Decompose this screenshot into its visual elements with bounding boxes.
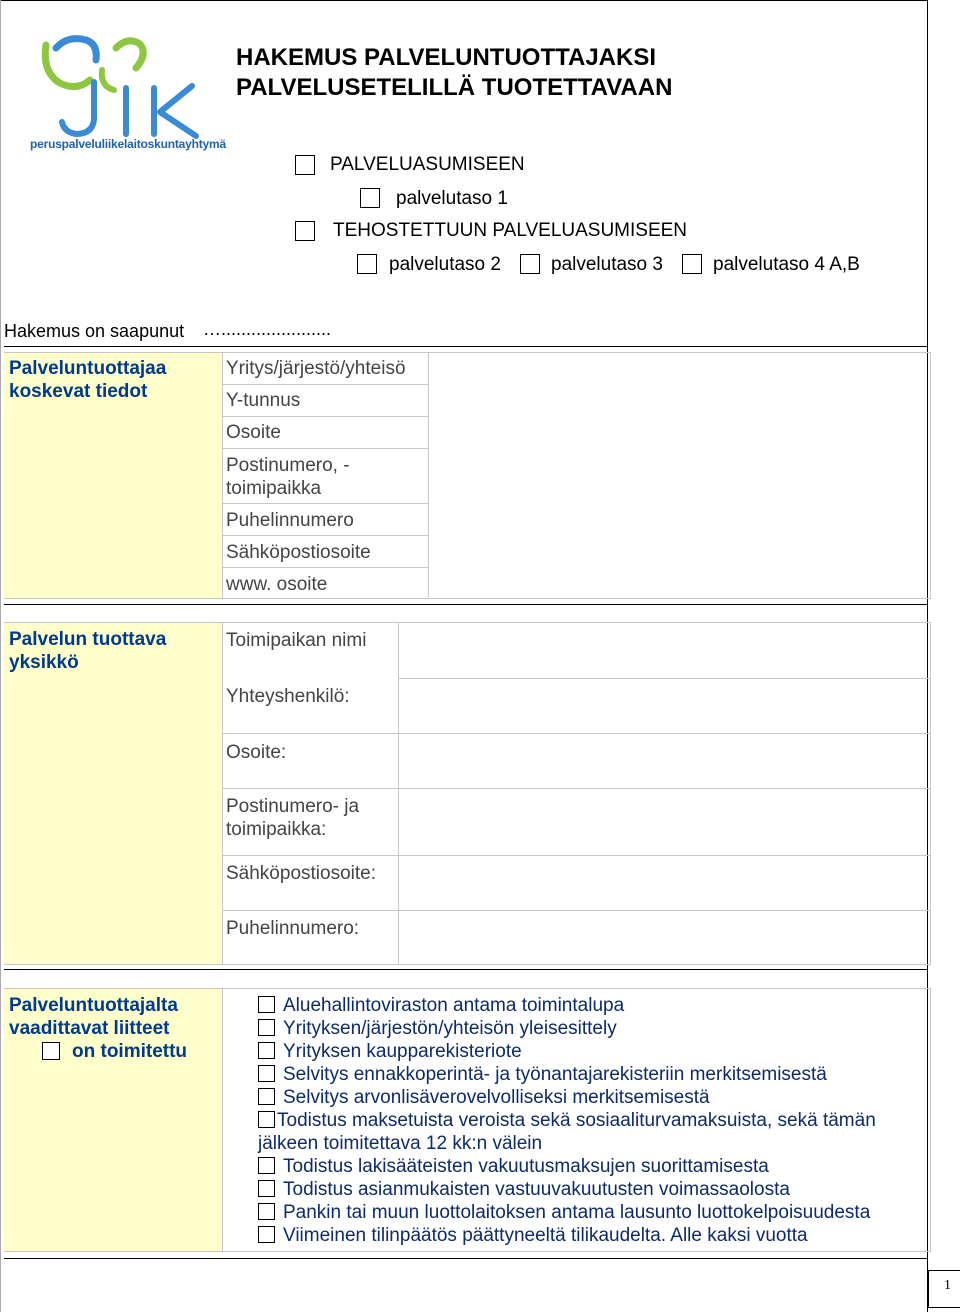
palveluasumiseen-label: PALVELUASUMISEEN [330,154,525,175]
attachment-checkbox[interactable] [258,1111,275,1128]
palvelutaso3-label: palvelutaso 3 [551,254,663,275]
field-label-address: Osoite [226,422,281,443]
attachment-label: Selvitys arvonlisäverovelvolliseksi merkitsemisestä [283,1087,710,1108]
delivered-checkbox[interactable] [42,1042,60,1060]
provider-row-line [222,503,429,504]
attachment-checkbox[interactable] [258,1203,275,1220]
attachments-col-divider-2 [930,988,931,1252]
provider-section-title: Palveluntuottajaa koskevat tiedot [9,358,167,402]
field-label-unit-phone: Puhelinnumero: [226,918,360,939]
unit-address-input[interactable] [399,734,929,788]
delivered-label: on toimitettu [72,1041,188,1062]
provider-row-line [222,384,429,385]
frame-top [0,0,928,1]
attachment-label: Todistus maksetuista veroista sekä sosiaaliturvamaksuista, sekä tämän [277,1110,876,1131]
provider-row-line [222,567,429,568]
page-title-line1: HAKEMUS PALVELUNTUOTTAJAKSI [236,44,656,71]
attachment-checkbox[interactable] [258,1019,275,1036]
provider-col-divider-1 [222,352,223,599]
tehostettuun-checkbox[interactable] [295,221,315,241]
received-divider [4,346,928,347]
address-input[interactable] [429,417,929,448]
field-label-unit-email: Sähköpostiosoite: [226,863,376,884]
attachment-label: Todistus lakisääteisten vakuutusmaksujen suorittamisesta [283,1156,769,1177]
provider-row-line [222,416,429,417]
contact-input[interactable] [399,679,929,733]
email-input[interactable] [429,536,929,567]
provider-col-divider-3 [930,352,931,599]
attachments-top-line [4,988,931,989]
palveluasumiseen-checkbox[interactable] [295,155,315,175]
logo-subtitle: peruspalveluliikelaitoskuntayhtymä [30,137,226,151]
field-label-www: www. osoite [226,574,328,595]
attachments-col-divider-1 [222,988,223,1252]
unit-section-title: Palvelun tuottava yksikkö [9,629,167,673]
page-title-line2: PALVELUSETELILLÄ TUOTETTAVAAN [236,74,673,101]
unit-email-input[interactable] [399,856,929,910]
attachment-checkbox[interactable] [258,1180,275,1197]
unit-name-input[interactable] [399,623,929,678]
attachment-item [258,994,624,1017]
field-label-postcode: Postinumero, - toimipaikka [226,455,350,499]
provider-bottom-line [4,598,931,599]
unit-postcode-input[interactable] [399,789,929,855]
attachment-label: Viimeinen tilinpäätös päättyneeltä tilikaudelta. Alle kaksi vuotta [283,1225,808,1246]
field-label-business-id: Y-tunnus [226,390,301,411]
palvelutaso1-label: palvelutaso 1 [396,188,508,209]
attachment-label: Aluehallintoviraston antama toimintalupa [283,995,625,1016]
palvelutaso2-checkbox[interactable] [357,254,377,274]
tehostettuun-label: TEHOSTETTUUN PALVELUASUMISEEN [333,220,688,241]
field-label-company: Yritys/järjestö/yhteisö [226,358,406,379]
attachment-label: Selvitys ennakkoperintä- ja työnantajarekisteriin merkitsemisestä [283,1064,827,1085]
attachments-bottom-line [4,1251,931,1252]
attachment-item [258,1109,876,1132]
frame-left [0,0,1,1312]
attachments-section-title: Palveluntuottajalta vaadittavat liitteet [9,995,178,1039]
palvelutaso4-label: palvelutaso 4 A,B [713,254,860,275]
attachment-checkbox[interactable] [258,1157,275,1174]
palvelutaso1-checkbox[interactable] [360,188,380,208]
company-input[interactable] [429,353,929,384]
provider-row-line [222,448,429,449]
attachment-label: Yrityksen kaupparekisteriote [283,1041,522,1062]
palvelutaso3-checkbox[interactable] [520,254,540,274]
attachment-item [258,1178,790,1201]
unit-bottom-line [4,964,931,965]
received-value[interactable]: …...................... [203,319,332,339]
field-label-unit-address: Osoite: [226,742,287,763]
received-label: Hakemus on saapunut [4,321,185,341]
field-label-unit-name: Toimipaikan nimi [226,630,367,651]
palvelutaso2-label: palvelutaso 2 [389,254,501,275]
unit-col-divider-1 [222,622,223,965]
attachment-checkbox[interactable] [258,1065,275,1082]
section-divider-3 [4,1258,928,1259]
field-label-contact: Yhteyshenkilö: [226,686,350,707]
unit-phone-input[interactable] [399,911,929,964]
section-divider-1 [4,604,928,605]
field-label-email: Sähköpostiosoite [226,542,371,563]
attachment-label: Yrityksen/järjestön/yhteisön yleisesittely [283,1018,617,1039]
attachment-checkbox[interactable] [258,996,275,1013]
www-input[interactable] [429,568,929,598]
field-label-phone: Puhelinnumero [226,510,354,531]
phone-input[interactable] [429,504,929,535]
attachment-item [258,1201,870,1224]
provider-row-line [222,535,429,536]
page-number: 1 [944,1278,951,1293]
unit-col-divider-3 [930,622,931,965]
attachment-item [258,1063,827,1086]
attachment-item [258,1155,769,1178]
business-id-input[interactable] [429,385,929,416]
attachment-item [258,1040,522,1063]
field-label-unit-postcode: Postinumero- ja toimipaikka: [226,796,360,840]
attachment-item [258,1224,808,1247]
attachment-checkbox[interactable] [258,1226,275,1243]
palvelutaso4-checkbox[interactable] [682,254,702,274]
attachment-checkbox[interactable] [258,1042,275,1059]
attachment-item-continued: jälkeen toimitettava 12 kk:n välein [258,1133,543,1154]
attachment-item [258,1086,710,1109]
section-divider-2 [4,969,928,970]
postcode-input[interactable] [429,449,929,503]
attachment-label: Todistus asianmukaisten vastuuvakuutusten voimassaolosta [283,1179,790,1200]
attachment-checkbox[interactable] [258,1088,275,1105]
attachment-item [258,1017,617,1040]
attachment-label: Pankin tai muun luottolaitoksen antama lausunto luottokelpoisuudesta [283,1202,871,1223]
